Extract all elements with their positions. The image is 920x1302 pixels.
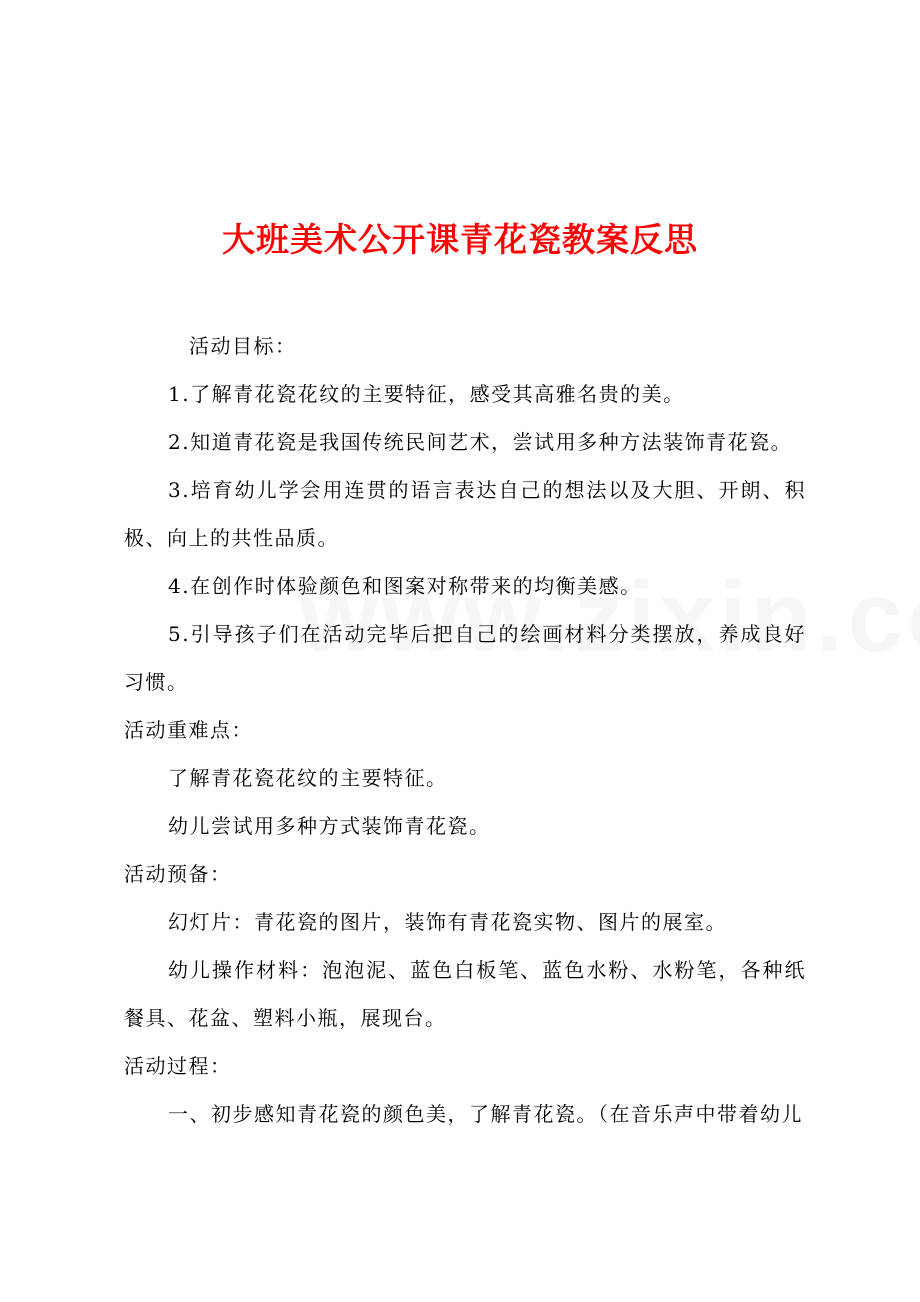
process-step-1: 一、初步感知青花瓷的颜色美，了解青花瓷。（在音乐声中带着幼儿 bbox=[168, 1102, 803, 1126]
goal-item-2: 2.知道青花瓷是我国传统民间艺术，尝试用多种方法装饰青花瓷。 bbox=[168, 430, 793, 454]
preparation-item-2: 幼儿操作材料：泡泡泥、蓝色白板笔、蓝色水粉、水粉笔，各种纸餐具、花盆、塑料小瓶，展现台。 bbox=[124, 958, 806, 1030]
document-body bbox=[124, 322, 806, 1138]
key-point-2: 幼儿尝试用多种方式装饰青花瓷。 bbox=[168, 814, 491, 838]
goal-item-4: 4.在创作时体验颜色和图案对称带来的均衡美感。 bbox=[168, 574, 642, 598]
section-heading-key-points: 活动重难点： bbox=[124, 718, 253, 742]
document-title: 大班美术公开课青花瓷教案反思 bbox=[222, 220, 698, 260]
section-heading-process: 活动过程： bbox=[124, 1054, 232, 1078]
key-point-1: 了解青花瓷花纹的主要特征。 bbox=[168, 766, 448, 790]
section-heading-preparation: 活动预备： bbox=[124, 862, 232, 886]
goal-item-5: 5.引导孩子们在活动完毕后把自己的绘画材料分类摆放，养成良好习惯。 bbox=[124, 622, 806, 694]
goal-item-3: 3.培育幼儿学会用连贯的语言表达自己的想法以及大胆、开朗、积极、向上的共性品质。 bbox=[124, 478, 806, 550]
preparation-item-1: 幻灯片：青花瓷的图片，装饰有青花瓷实物、图片的展室。 bbox=[168, 910, 727, 934]
section-heading-goals: 活动目标： bbox=[189, 334, 297, 358]
goal-item-1: 1.了解青花瓷花纹的主要特征，感受其高雅名贵的美。 bbox=[168, 382, 685, 406]
